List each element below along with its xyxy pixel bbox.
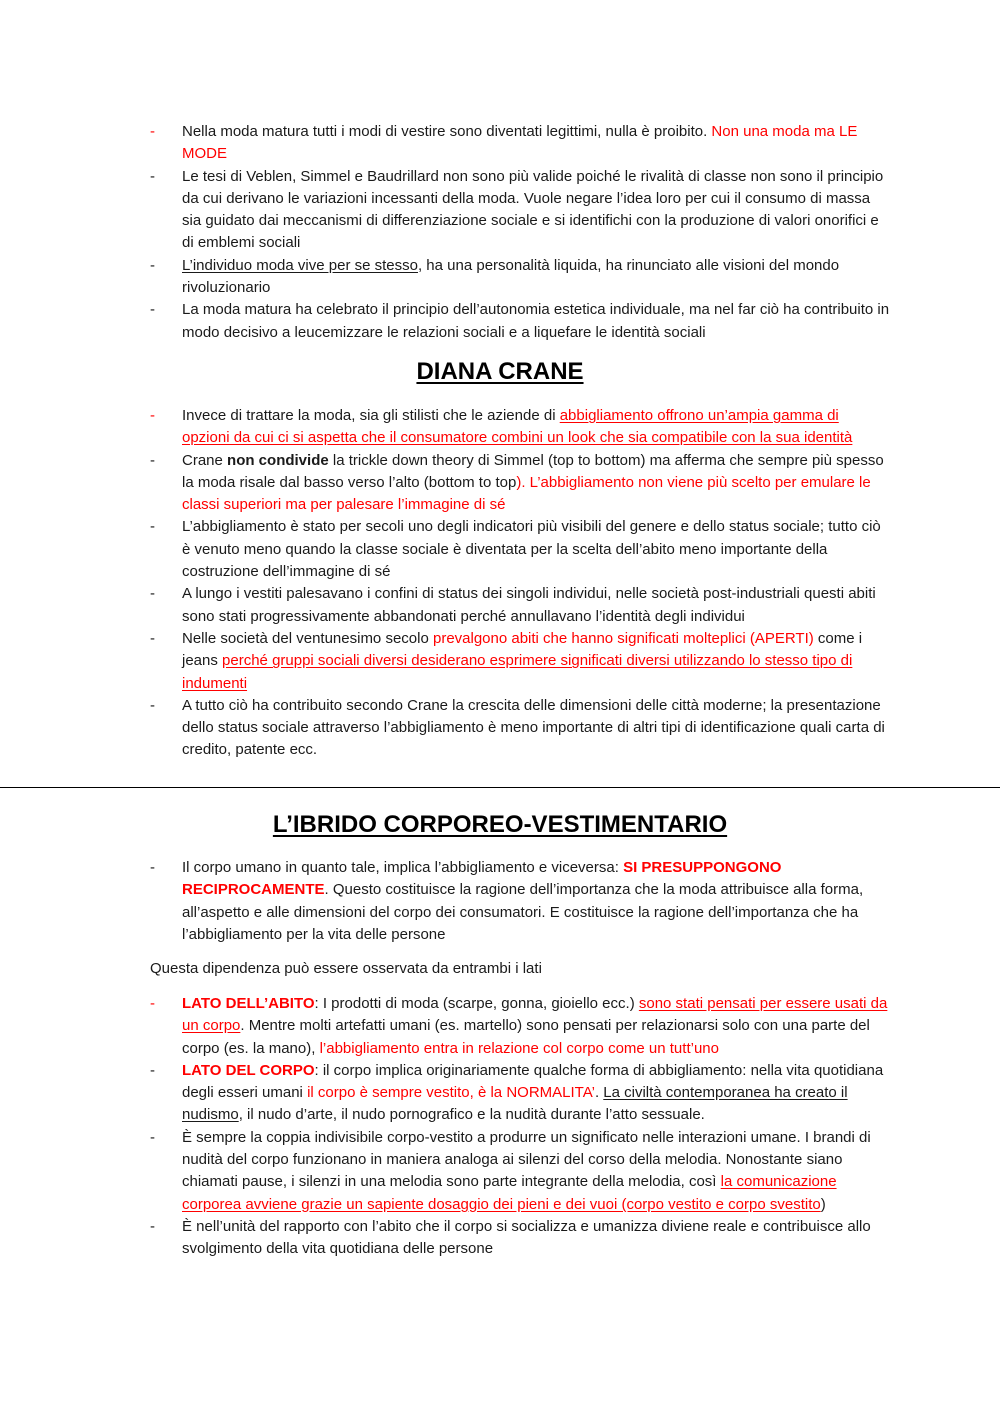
list-item-text — [182, 628, 890, 695]
section-moda-matura — [150, 121, 890, 344]
list-item — [150, 121, 890, 166]
list-item-text — [182, 993, 890, 1060]
list-item-text — [182, 166, 890, 255]
text-run: : il corpo implica originariamente qualche forma di abbigliamento: nella vita quotidiana degli esseri umani — [182, 1061, 884, 1102]
text-run: A lungo i vestiti palesavano i confini di status dei singoli individui, nelle società post-industriali questi abiti sono stati progressivamente abbandonati perché annullavano l’identità degli individui — [182, 585, 876, 625]
text-run: la trickle down theory di Simmel (top to bottom) ma afferma che sempre più spesso la moda risale dal basso verso l’alto (bottom to top — [182, 451, 884, 491]
list-item — [150, 1127, 890, 1216]
list-item-text — [182, 299, 890, 344]
text-run: prevalgono abiti che hanno significati molteplici (APERTI) — [432, 629, 814, 647]
list-item — [150, 450, 890, 517]
bullet-dash: - — [150, 585, 155, 603]
list-item-text — [182, 405, 890, 450]
bullet-dash: - — [150, 407, 155, 424]
list-item — [150, 405, 890, 450]
list-item-text — [182, 1060, 890, 1127]
bullet-dash: - — [150, 301, 155, 319]
bullet-dash: - — [150, 451, 155, 469]
list-item — [150, 857, 890, 946]
list-item — [150, 993, 890, 1060]
bullet-dash: - — [150, 256, 155, 274]
list-item — [150, 695, 890, 762]
text-run: ) — [820, 1195, 826, 1213]
list-item — [150, 1060, 890, 1127]
list-item-text — [182, 583, 890, 628]
list-item — [150, 583, 890, 628]
text-run: Non una moda ma LE MODE — [182, 123, 858, 163]
list-item-text — [182, 450, 890, 517]
text-run: La civiltà contemporanea ha creato il nudismo — [182, 1084, 848, 1124]
horizontal-divider — [0, 787, 1000, 788]
bullet-dash: - — [150, 1061, 155, 1079]
text-run: L’abbigliamento è stato per secoli uno degli indicatori più visibili del genere e dello status sociale; tutto ciò è venuto meno quando la classe sociale è diventata per la scelta dell’abito meno importante della costruzione dell’immagine di sé — [182, 518, 881, 581]
text-run: : I prodotti di moda (scarpe, gonna, gioiello ecc.) — [314, 995, 639, 1012]
text-run: abbigliamento offrono un’ampia gamma di opzioni da cui ci si aspetta che il consumatore combini un look che sia compatibile con la sua identità — [182, 407, 853, 447]
bullet-dash: - — [150, 1128, 155, 1146]
text-run: L’individuo moda vive per se stesso — [182, 256, 418, 274]
text-run: . — [594, 1084, 604, 1102]
text-run: Le tesi di Veblen, Simmel e Baudrillard non sono più valide poiché le rivalità di classe non sono il principio da cui derivano le variazioni incessanti della moda. Vuole negare l’idea loro per cui il consumo di massa sia guidato dai meccanismi di differenziazione sociale e si identifichi con la produzione di valori onorifici e di emblemi sociali — [182, 167, 884, 252]
list-item-text — [182, 857, 890, 946]
section-diana-crane — [150, 405, 890, 762]
text-run: LATO DELL’ABITO — [182, 995, 315, 1012]
text-run: , ha una personalità liquida, ha rinunciato alle visioni del mondo rivoluzionario — [182, 256, 840, 297]
text-run: È nell’unità del rapporto con l’abito che il corpo si socializza e umanizza diviene reale e contribuisce allo svolgimento della vita quotidiana delle persone — [182, 1217, 871, 1258]
list-item — [150, 516, 890, 583]
text-run: A tutto ciò ha contribuito secondo Crane la crescita delle dimensioni delle città moderne; la presentazione dello status sociale attraverso l’abbigliamento è meno importante di altri tipi di identificazione quali carta di credito, patente ecc. — [182, 696, 885, 759]
list-item — [150, 628, 890, 695]
section-lati — [150, 993, 890, 1261]
bullet-dash: - — [150, 167, 155, 185]
text-run: come i jeans — [182, 629, 863, 670]
bullet-dash: - — [150, 859, 155, 876]
plain-paragraph: Questa dipendenza può essere osservata da entrambi i lati — [150, 960, 542, 977]
bullet-dash: - — [150, 1217, 155, 1235]
text-run: La moda matura ha celebrato il principio dell’autonomia estetica individuale, ma nel far ciò ha contribuito in modo decisivo a leucemizzare le relazioni sociali e a liquefare le identità sociali — [182, 301, 890, 341]
heading-ibrido-corporeo: L’IBRIDO CORPOREO-VESTIMENTARIO — [272, 811, 728, 838]
bullet-dash: - — [150, 696, 155, 714]
list-item — [150, 166, 890, 255]
text-run: Nelle società del ventunesimo secolo — [182, 629, 433, 647]
bullet-dash: - — [150, 995, 155, 1012]
list-item-text — [182, 1216, 890, 1261]
list-item-text — [182, 516, 890, 583]
bullet-dash: - — [150, 518, 155, 536]
text-run: . Questo costituisce la ragione dell’importanza che la moda attribuisce alla forma, all’aspetto e alle dimensioni del corpo dei consumatori. E costituisce la ragione dell’importanza che ha l’abbigliamento per la vita delle persone — [182, 881, 864, 943]
text-run: È sempre la coppia indivisibile corpo-vestito a produrre un significato nelle interazioni umane. I brandi di nudità del corpo funzionano in maniera analoga ai silenzi del corso della melodia. Nonostante siano chiamati pause, i silenzi in una melodia sono parte integrante della melodia, così — [182, 1128, 871, 1191]
list-item-text — [182, 695, 890, 762]
text-run: Invece di trattare la moda, sia gli stilisti che le aziende di — [182, 407, 560, 424]
text-run: perché gruppi sociali diversi desiderano esprimere significati diversi utilizzando lo stesso tipo di indumenti — [182, 652, 853, 692]
bullet-dash: - — [150, 629, 155, 647]
text-run: LATO DEL CORPO — [182, 1061, 315, 1079]
list-item-text — [182, 1127, 890, 1216]
text-run: Il corpo umano in quanto tale, implica l’abbigliamento e viceversa: — [182, 859, 624, 876]
text-run: ). L’abbigliamento non viene più scelto per emulare le classi superiori ma per palesare l’immagine di sé — [182, 473, 871, 514]
text-run: sono stati pensati per essere usati da un corpo — [182, 995, 888, 1035]
bullet-dash: - — [150, 123, 155, 140]
heading-diana-crane: DIANA CRANE — [416, 358, 584, 385]
list-item — [150, 299, 890, 344]
text-run: . Mentre molti artefatti umani (es. martello) sono pensati per relazionarsi solo con una parte del corpo (es. la mano), — [182, 1017, 870, 1057]
list-item — [150, 1216, 890, 1261]
text-run: il corpo è sempre vestito, è la NORMALITA’ — [307, 1084, 595, 1102]
text-run: SI PRESUPPONGONO RECIPROCAMENTE — [182, 859, 782, 899]
text-run: la comunicazione corporea avviene grazie un sapiente dosaggio dei pieni e dei vuoi (corpo vestito e corpo svestito — [182, 1173, 837, 1213]
text-run: non condivide — [227, 451, 329, 469]
text-run: Crane — [182, 451, 228, 469]
text-run: Nella moda matura tutti i modi di vestire sono diventati legittimi, nulla è proibito. — [182, 123, 712, 140]
list-item-text — [182, 255, 890, 300]
section-ibrido-intro — [150, 857, 890, 946]
list-item-text — [182, 121, 890, 166]
list-item — [150, 255, 890, 300]
text-run: , il nudo d’arte, il nudo pornografico e la nudità durante l’atto sessuale. — [238, 1106, 705, 1124]
text-run: l’abbigliamento entra in relazione col corpo come un tutt’uno — [319, 1039, 719, 1057]
